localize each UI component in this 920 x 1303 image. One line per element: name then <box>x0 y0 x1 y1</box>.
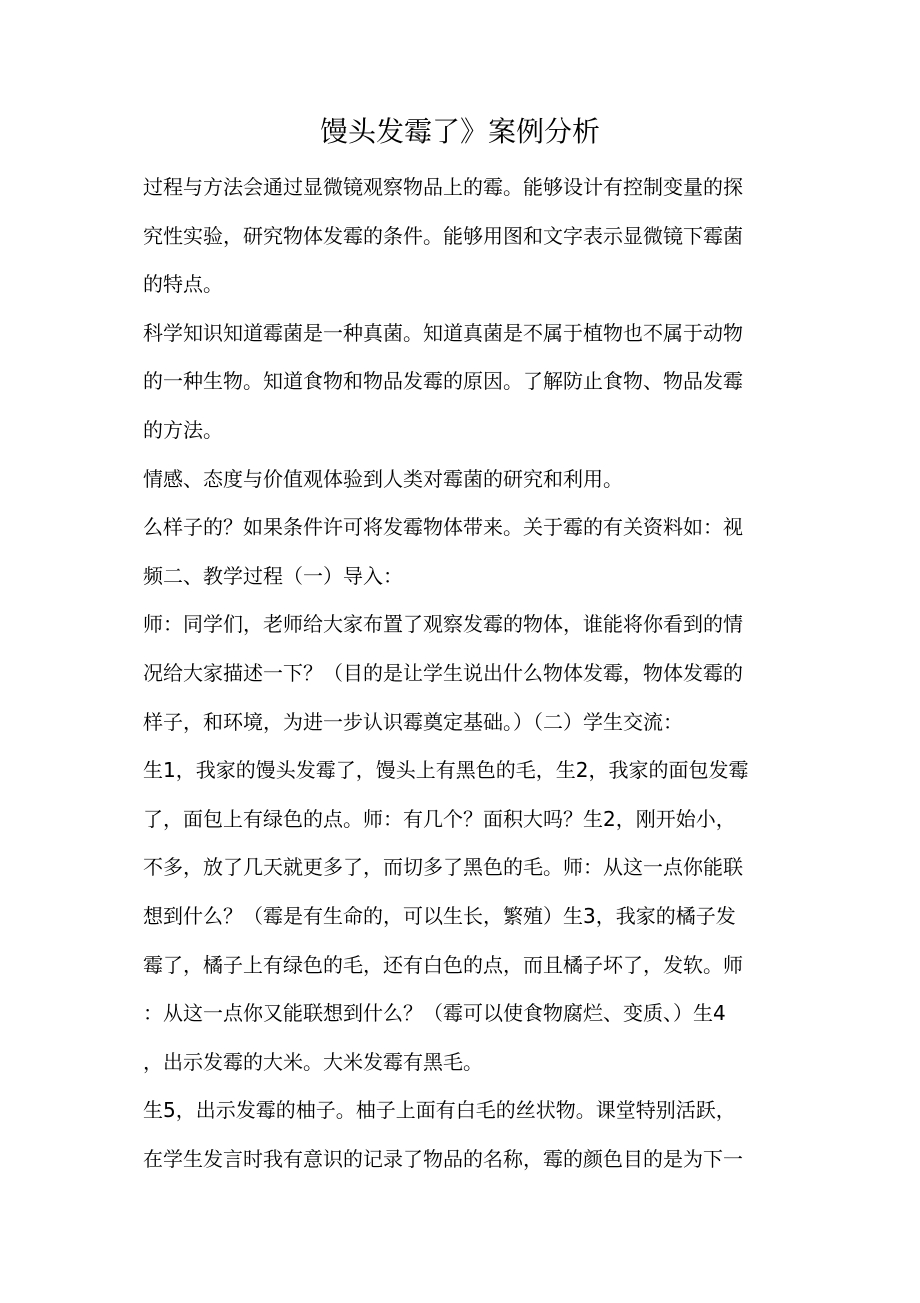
text-line: 想到什么？（霉是有生命的，可以生长，繁殖）生3，我家的橘子发 <box>143 903 736 928</box>
text-line: 霉了，橘子上有绿色的毛，还有白色的点，而且橘子坏了，发软。师 <box>143 952 743 977</box>
text-line: 过程与方法会通过显微镜观察物品上的霉。能够设计有控制变量的探 <box>143 175 743 199</box>
text-line: 的一种生物。知道食物和物品发霉的原因。了解防止食物、物品发霉 <box>143 369 743 394</box>
text-line: 了，面包上有绿色的点。师：有几个？面积大吗？生2，刚开始小， <box>143 806 736 831</box>
paragraph-student-exchange <box>143 746 783 1086</box>
text-line: 究性实验，研究物体发霉的条件。能够用图和文字表示显微镜下霉菌 <box>143 223 743 248</box>
document-body <box>143 163 783 1183</box>
text-line: 生5，出示发霉的柚子。柚子上面有白毛的丝状物。课堂特别活跃， <box>143 1098 736 1123</box>
text-line: 科学知识知道霉菌是一种真菌。知道真菌是不属于植物也不属于动物 <box>143 320 743 345</box>
paragraph-objectives-knowledge <box>143 309 783 455</box>
text-line: 在学生发言时我有意识的记录了物品的名称，霉的颜色目的是为下一 <box>143 1146 743 1171</box>
paragraph-teacher-intro <box>143 600 783 746</box>
text-line: 不多，放了几天就更多了，而切多了黑色的毛。师：从这一点你能联 <box>143 855 743 880</box>
text-line: 况给大家描述一下？（目的是让学生说出什么物体发霉，物体发霉的 <box>143 660 743 685</box>
text-line: ，出示发霉的大米。大米发霉有黑毛。 <box>143 1049 483 1074</box>
text-line: 频二、教学过程（一）导入： <box>143 563 403 588</box>
paragraph-preparation <box>143 503 783 600</box>
text-line: 样子，和环境，为进一步认识霉奠定基础。）（二）学生交流： <box>143 709 683 734</box>
paragraph-objectives-attitude <box>143 455 783 504</box>
paragraph-student-five <box>143 1086 783 1183</box>
text-line: 的方法。 <box>143 417 223 442</box>
text-line: 的特点。 <box>143 272 223 297</box>
text-line: 师：同学们，老师给大家布置了观察发霉的物体，谁能将你看到的情 <box>143 612 743 637</box>
text-line: 生1，我家的馒头发霉了，馒头上有黑色的毛，生2，我家的面包发霉 <box>143 758 749 783</box>
text-line: 情感、态度与价值观体验到人类对霉菌的研究和利用。 <box>143 466 623 491</box>
document-title: 馒头发霉了》案例分析 <box>319 115 600 148</box>
paragraph-objectives-process <box>143 163 783 309</box>
text-line: ：从这一点你又能联想到什么？（霉可以使食物腐烂、变质、）生4 <box>143 1001 726 1026</box>
text-line: 么样子的？如果条件许可将发霉物体带来。关于霉的有关资料如：视 <box>143 515 743 540</box>
